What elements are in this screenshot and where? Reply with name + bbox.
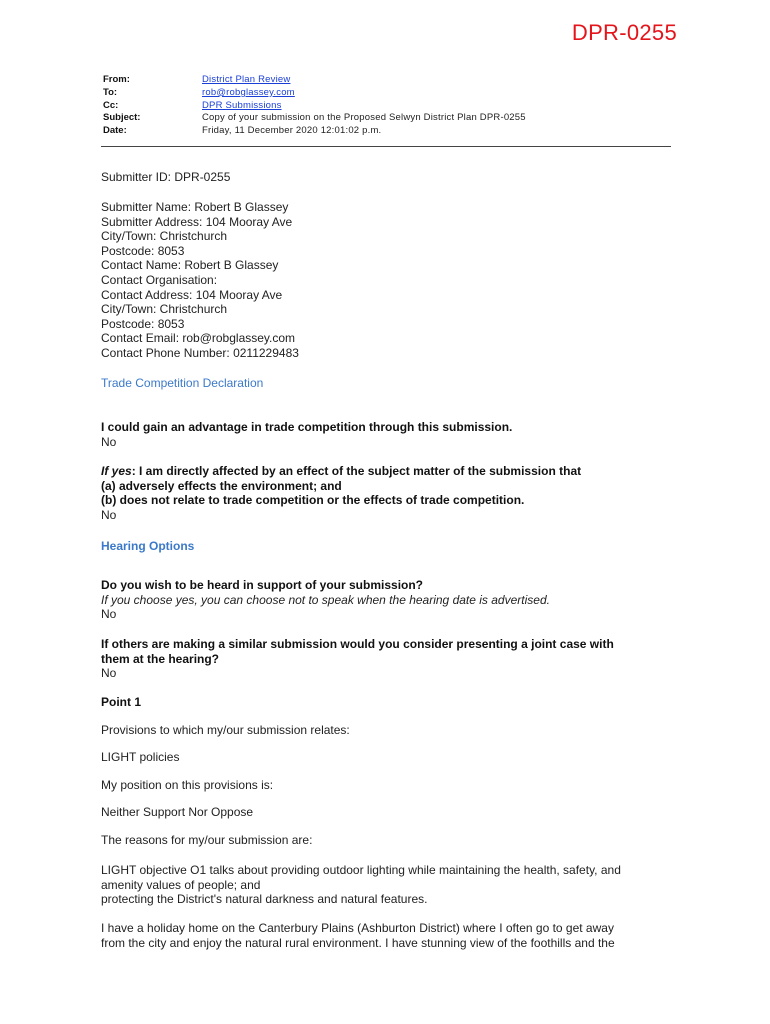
date-label: Date: [103, 125, 127, 137]
submitter-details [101, 200, 681, 361]
hearing-question-1-text: Do you wish to be heard in support of your submission? [101, 578, 424, 592]
to-label: To: [103, 86, 118, 98]
contact-city: City/Town: Christchurch [101, 302, 228, 317]
subject-value: Copy of your submission on the Proposed Selwyn District Plan DPR-0255 [202, 112, 526, 124]
submitter-id: Submitter ID: DPR-0255 [101, 170, 231, 184]
hearing-question-2-line2: them at the hearing? [101, 651, 220, 666]
from-link[interactable]: District Plan Review [202, 74, 291, 85]
reason-1-line-3: protecting the District's natural darkness and natural features. [101, 892, 428, 907]
hearing-answer-1: No [101, 607, 117, 622]
reason-paragraph-1 [101, 863, 681, 907]
hearing-question-1 [101, 578, 681, 622]
cc-row [103, 100, 526, 113]
provisions-value: LIGHT policies [101, 750, 180, 764]
point-1-heading: Point 1 [101, 695, 142, 709]
hearing-heading: Hearing Options [101, 539, 195, 553]
submitter-name: Submitter Name: Robert B Glassey [101, 200, 289, 214]
submitter-address: Submitter Address: 104 Mooray Ave [101, 214, 293, 229]
contact-organisation: Contact Organisation: [101, 272, 218, 287]
cc-link[interactable]: DPR Submissions [202, 99, 282, 111]
if-yes-label: If yes [101, 464, 132, 478]
position-value: Neither Support Nor Oppose [101, 805, 254, 819]
subject-row [103, 112, 526, 125]
subject-label: Subject: [103, 112, 141, 124]
from-row [103, 74, 526, 87]
to-link[interactable]: rob@robglassey.com [202, 86, 295, 98]
provisions-label: Provisions to which my/our submission relates: [101, 723, 350, 737]
document-id-stamp: DPR-0255 [571, 20, 677, 45]
submitter-city: City/Town: Christchurch [101, 229, 228, 244]
submitter-postcode: Postcode: 8053 [101, 243, 185, 258]
trade-question-2a: (a) adversely effects the environment; and [101, 478, 342, 493]
trade-answer-1: No [101, 435, 117, 449]
hearing-question-2 [101, 637, 681, 681]
reason-2-line-1: I have a holiday home on the Canterbury Plains (Ashburton District) where I often go to get away [101, 921, 614, 935]
contact-phone: Contact Phone Number: 0211229483 [101, 345, 299, 360]
trade-question-2 [101, 464, 681, 522]
contact-email: Contact Email: rob@robglassey.com [101, 331, 296, 346]
trade-question-2b: (b) does not relate to trade competition or the effects of trade competition. [101, 493, 525, 508]
hearing-question-2-line1: If others are making a similar submission would you consider presenting a joint case with [101, 637, 614, 651]
hearing-note: If you choose yes, you can choose not to speak when the hearing date is advertised. [101, 592, 550, 607]
date-value: Friday, 11 December 2020 12:01:02 p.m. [202, 125, 382, 137]
cc-label: Cc: [103, 99, 119, 111]
contact-name: Contact Name: Robert B Glassey [101, 258, 279, 273]
trade-answer-2: No [101, 507, 117, 522]
position-label: My position on this provisions is: [101, 778, 274, 792]
trade-heading: Trade Competition Declaration [101, 376, 264, 390]
trade-question-2-text: : I am directly affected by an effect of the subject matter of the submission that [131, 464, 582, 478]
from-label: From: [103, 74, 130, 85]
reason-paragraph-2 [101, 921, 681, 950]
contact-postcode: Postcode: 8053 [101, 316, 185, 331]
reason-1-line-2: amenity values of people; and [101, 877, 261, 892]
reason-1-line-1: LIGHT objective O1 talks about providing outdoor lighting while maintaining the health, safety, and [101, 863, 621, 877]
header-divider [101, 146, 671, 147]
contact-address: Contact Address: 104 Mooray Ave [101, 287, 283, 302]
hearing-answer-2: No [101, 666, 117, 681]
date-row [103, 125, 526, 138]
trade-question-1: I could gain an advantage in trade competition through this submission. [101, 420, 513, 434]
to-row [103, 87, 526, 100]
email-header [103, 74, 526, 138]
reason-2-line-2: from the city and enjoy the natural rural environment. I have stunning view of the foothills and the [101, 935, 615, 950]
reasons-label: The reasons for my/our submission are: [101, 833, 313, 847]
